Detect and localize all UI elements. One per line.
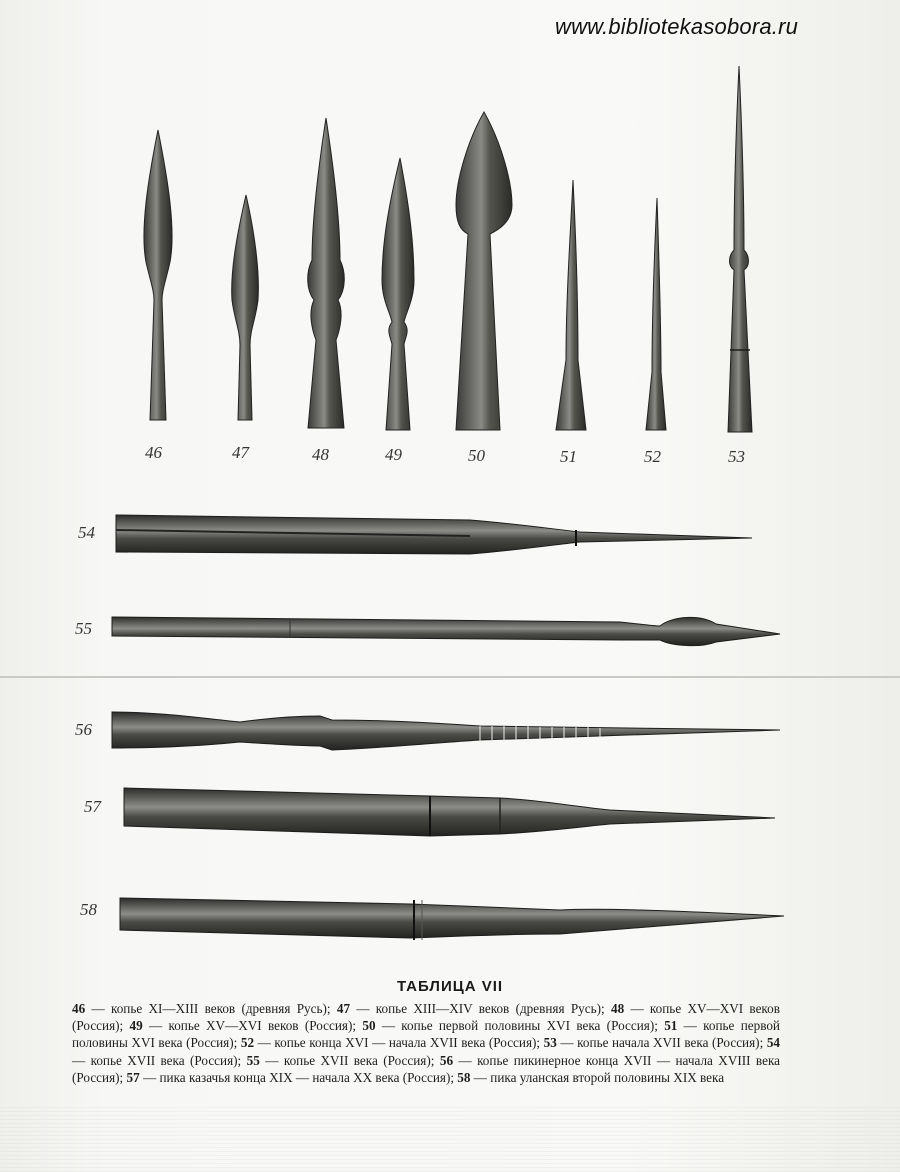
caption-item: 52 — копье конца XVI — начала XVII века (Россия); bbox=[240, 1035, 544, 1051]
caption-item: 53 — копье начала XVII века (Россия); bbox=[543, 1035, 767, 1051]
caption-item: 56 — копье пикинерное конца XVII — начала XVIII века (Россия); bbox=[72, 1052, 780, 1085]
figure-number: 50 bbox=[468, 446, 485, 465]
caption-item: 57 — пика казачья конца XIX — начала XX века (Россия); bbox=[126, 1069, 458, 1085]
scan-noise bbox=[0, 1105, 900, 1172]
figure-number: 48 bbox=[312, 445, 329, 464]
watermark-url[interactable]: www.bibliotekasobora.ru bbox=[555, 14, 799, 39]
figure-number: 58 bbox=[80, 900, 97, 919]
figure-number: 56 bbox=[75, 720, 92, 739]
figure-number: 49 bbox=[385, 445, 402, 464]
figure-number: 46 bbox=[145, 443, 162, 462]
spear-57 bbox=[124, 788, 775, 836]
spearhead-46 bbox=[144, 130, 172, 420]
figure-number: 47 bbox=[232, 443, 249, 462]
spear-55 bbox=[112, 617, 780, 646]
spearhead-48 bbox=[308, 118, 345, 428]
caption-item: 48 — копье XV—XVI веков (Россия); bbox=[72, 1001, 780, 1034]
figure-number: 57 bbox=[84, 797, 101, 816]
spearhead-49 bbox=[382, 158, 414, 430]
caption-item: 54 — копье XVII века (Россия); bbox=[72, 1035, 780, 1068]
spear-54 bbox=[116, 515, 752, 554]
caption-item: 55 — копье XVII века (Россия); bbox=[246, 1052, 440, 1068]
spearhead-53 bbox=[728, 66, 752, 432]
spearhead-52 bbox=[646, 198, 666, 430]
figure-number: 55 bbox=[75, 619, 92, 638]
caption-item: 51 — копье первой половины XVI века (Россия); bbox=[72, 1018, 780, 1051]
caption-item: 46 — копье XI—XIII веков (древняя Русь); bbox=[72, 1001, 337, 1016]
figure-caption bbox=[72, 1000, 780, 1086]
figure-number: 53 bbox=[728, 447, 745, 466]
caption-item: 49 — копье XV—XVI веков (Россия); bbox=[129, 1018, 363, 1034]
figure-number: 52 bbox=[644, 447, 661, 466]
caption-item: 58 — пика уланская второй половины XIX века bbox=[457, 1069, 725, 1085]
spearhead-50 bbox=[456, 112, 512, 430]
table-title: ТАБЛИЦА VII bbox=[396, 978, 504, 995]
spearhead-47 bbox=[232, 195, 259, 420]
figure-number: 51 bbox=[560, 447, 577, 466]
caption-item: 47 — копье XIII—XIV веков (древняя Русь); bbox=[336, 1001, 611, 1016]
caption-item: 50 — копье первой половины XVI века (Россия); bbox=[362, 1018, 665, 1034]
spearhead-51 bbox=[556, 180, 586, 430]
figure-number: 54 bbox=[78, 523, 95, 542]
spear-58 bbox=[120, 898, 784, 940]
spear-56 bbox=[112, 712, 780, 750]
